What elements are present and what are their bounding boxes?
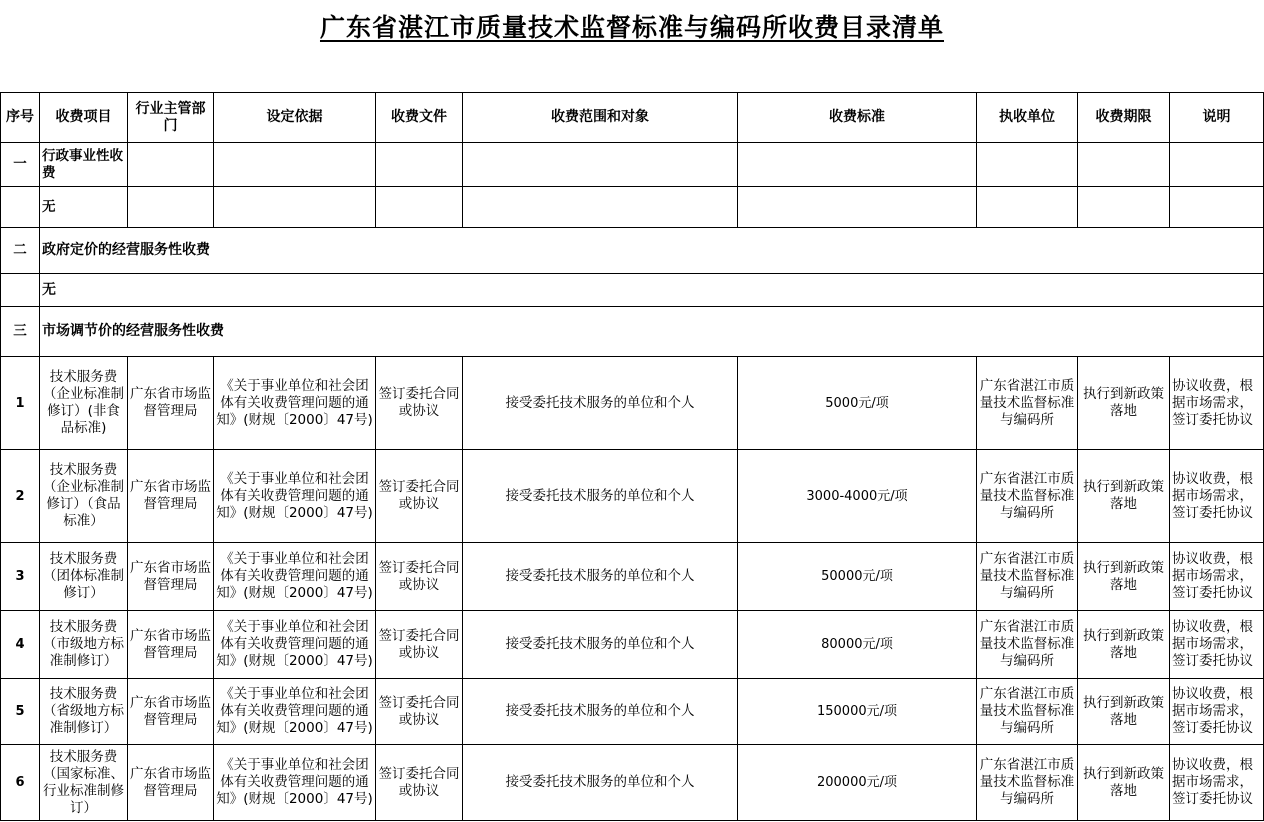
fee-scope: 接受委托技术服务的单位和个人 [463,543,738,611]
header-cell: 执收单位 [977,93,1078,143]
fee-item: 技术服务费（团体标准制修订） [40,543,128,611]
row-number: 5 [1,679,40,745]
fee-scope: 接受委托技术服务的单位和个人 [463,679,738,745]
section-title: 行政事业性收费 [40,143,128,187]
fee-note: 协议收费，根据市场需求，签订委托协议 [1170,543,1264,611]
basis: 《关于事业单位和社会团体有关收费管理问题的通知》(财规〔2000〕47号) [214,450,376,543]
section-row [1,307,1264,357]
department: 广东省市场监督管理局 [128,611,214,679]
fee-period: 执行到新政策落地 [1078,745,1170,821]
row-number: 6 [1,745,40,821]
section-number: 三 [1,307,40,357]
none-text: 无 [40,187,128,228]
fee-file: 签订委托合同或协议 [376,745,463,821]
table-row [1,745,1264,821]
basis: 《关于事业单位和社会团体有关收费管理问题的通知》(财规〔2000〕47号) [214,543,376,611]
fee-period: 执行到新政策落地 [1078,611,1170,679]
header-cell: 收费标准 [738,93,977,143]
none-text: 无 [40,274,1264,307]
fee-standard: 50000元/项 [738,543,977,611]
section-row [1,228,1264,274]
header-cell: 说明 [1170,93,1264,143]
fee-item: 技术服务费（企业标准制修订）（食品标准） [40,450,128,543]
section-empty-row [1,274,1264,307]
fee-file: 签订委托合同或协议 [376,543,463,611]
section-title: 市场调节价的经营服务性收费 [40,307,1264,357]
basis: 《关于事业单位和社会团体有关收费管理问题的通知》(财规〔2000〕47号) [214,357,376,450]
collecting-unit: 广东省湛江市质量技术监督标准与编码所 [977,679,1078,745]
fee-item: 技术服务费（国家标准、行业标准制修订） [40,745,128,821]
fee-standard: 80000元/项 [738,611,977,679]
fee-note: 协议收费，根据市场需求，签订委托协议 [1170,679,1264,745]
fee-file: 签订委托合同或协议 [376,357,463,450]
fee-file: 签订委托合同或协议 [376,611,463,679]
basis: 《关于事业单位和社会团体有关收费管理问题的通知》(财规〔2000〕47号) [214,611,376,679]
basis: 《关于事业单位和社会团体有关收费管理问题的通知》(财规〔2000〕47号) [214,745,376,821]
row-number: 2 [1,450,40,543]
collecting-unit: 广东省湛江市质量技术监督标准与编码所 [977,611,1078,679]
header-cell: 收费项目 [40,93,128,143]
fee-note: 协议收费，根据市场需求，签订委托协议 [1170,450,1264,543]
fee-note: 协议收费，根据市场需求，签订委托协议 [1170,611,1264,679]
section-row [1,143,1264,187]
header-cell: 行业主管部门 [128,93,214,143]
fee-table [0,92,1264,821]
department: 广东省市场监督管理局 [128,450,214,543]
section-title: 政府定价的经营服务性收费 [40,228,1264,274]
fee-scope: 接受委托技术服务的单位和个人 [463,450,738,543]
fee-item: 技术服务费（企业标准制修订）(非食品标准) [40,357,128,450]
section-number: 一 [1,143,40,187]
header-cell: 收费期限 [1078,93,1170,143]
collecting-unit: 广东省湛江市质量技术监督标准与编码所 [977,745,1078,821]
fee-period: 执行到新政策落地 [1078,679,1170,745]
header-cell: 收费范围和对象 [463,93,738,143]
department: 广东省市场监督管理局 [128,543,214,611]
section-empty-row [1,187,1264,228]
fee-scope: 接受委托技术服务的单位和个人 [463,745,738,821]
fee-period: 执行到新政策落地 [1078,450,1170,543]
department: 广东省市场监督管理局 [128,679,214,745]
fee-file: 签订委托合同或协议 [376,679,463,745]
row-number: 1 [1,357,40,450]
fee-standard: 150000元/项 [738,679,977,745]
basis: 《关于事业单位和社会团体有关收费管理问题的通知》(财规〔2000〕47号) [214,679,376,745]
page-title: 广东省湛江市质量技术监督标准与编码所收费目录清单 [319,13,944,42]
collecting-unit: 广东省湛江市质量技术监督标准与编码所 [977,543,1078,611]
fee-note: 协议收费，根据市场需求，签订委托协议 [1170,745,1264,821]
fee-note: 协议收费，根据市场需求，签订委托协议 [1170,357,1264,450]
fee-item: 技术服务费（省级地方标准制修订） [40,679,128,745]
row-number: 3 [1,543,40,611]
row-number: 4 [1,611,40,679]
table-row [1,679,1264,745]
header-cell: 设定依据 [214,93,376,143]
fee-standard: 200000元/项 [738,745,977,821]
fee-scope: 接受委托技术服务的单位和个人 [463,611,738,679]
table-row [1,450,1264,543]
department: 广东省市场监督管理局 [128,745,214,821]
table-row [1,357,1264,450]
section-number: 二 [1,228,40,274]
collecting-unit: 广东省湛江市质量技术监督标准与编码所 [977,450,1078,543]
fee-period: 执行到新政策落地 [1078,543,1170,611]
department: 广东省市场监督管理局 [128,357,214,450]
fee-standard: 3000-4000元/项 [738,450,977,543]
fee-standard: 5000元/项 [738,357,977,450]
fee-period: 执行到新政策落地 [1078,357,1170,450]
fee-scope: 接受委托技术服务的单位和个人 [463,357,738,450]
header-cell: 收费文件 [376,93,463,143]
header-row [1,93,1264,143]
fee-item: 技术服务费（市级地方标准制修订） [40,611,128,679]
collecting-unit: 广东省湛江市质量技术监督标准与编码所 [977,357,1078,450]
table-row [1,611,1264,679]
header-cell: 序号 [1,93,40,143]
fee-file: 签订委托合同或协议 [376,450,463,543]
table-row [1,543,1264,611]
